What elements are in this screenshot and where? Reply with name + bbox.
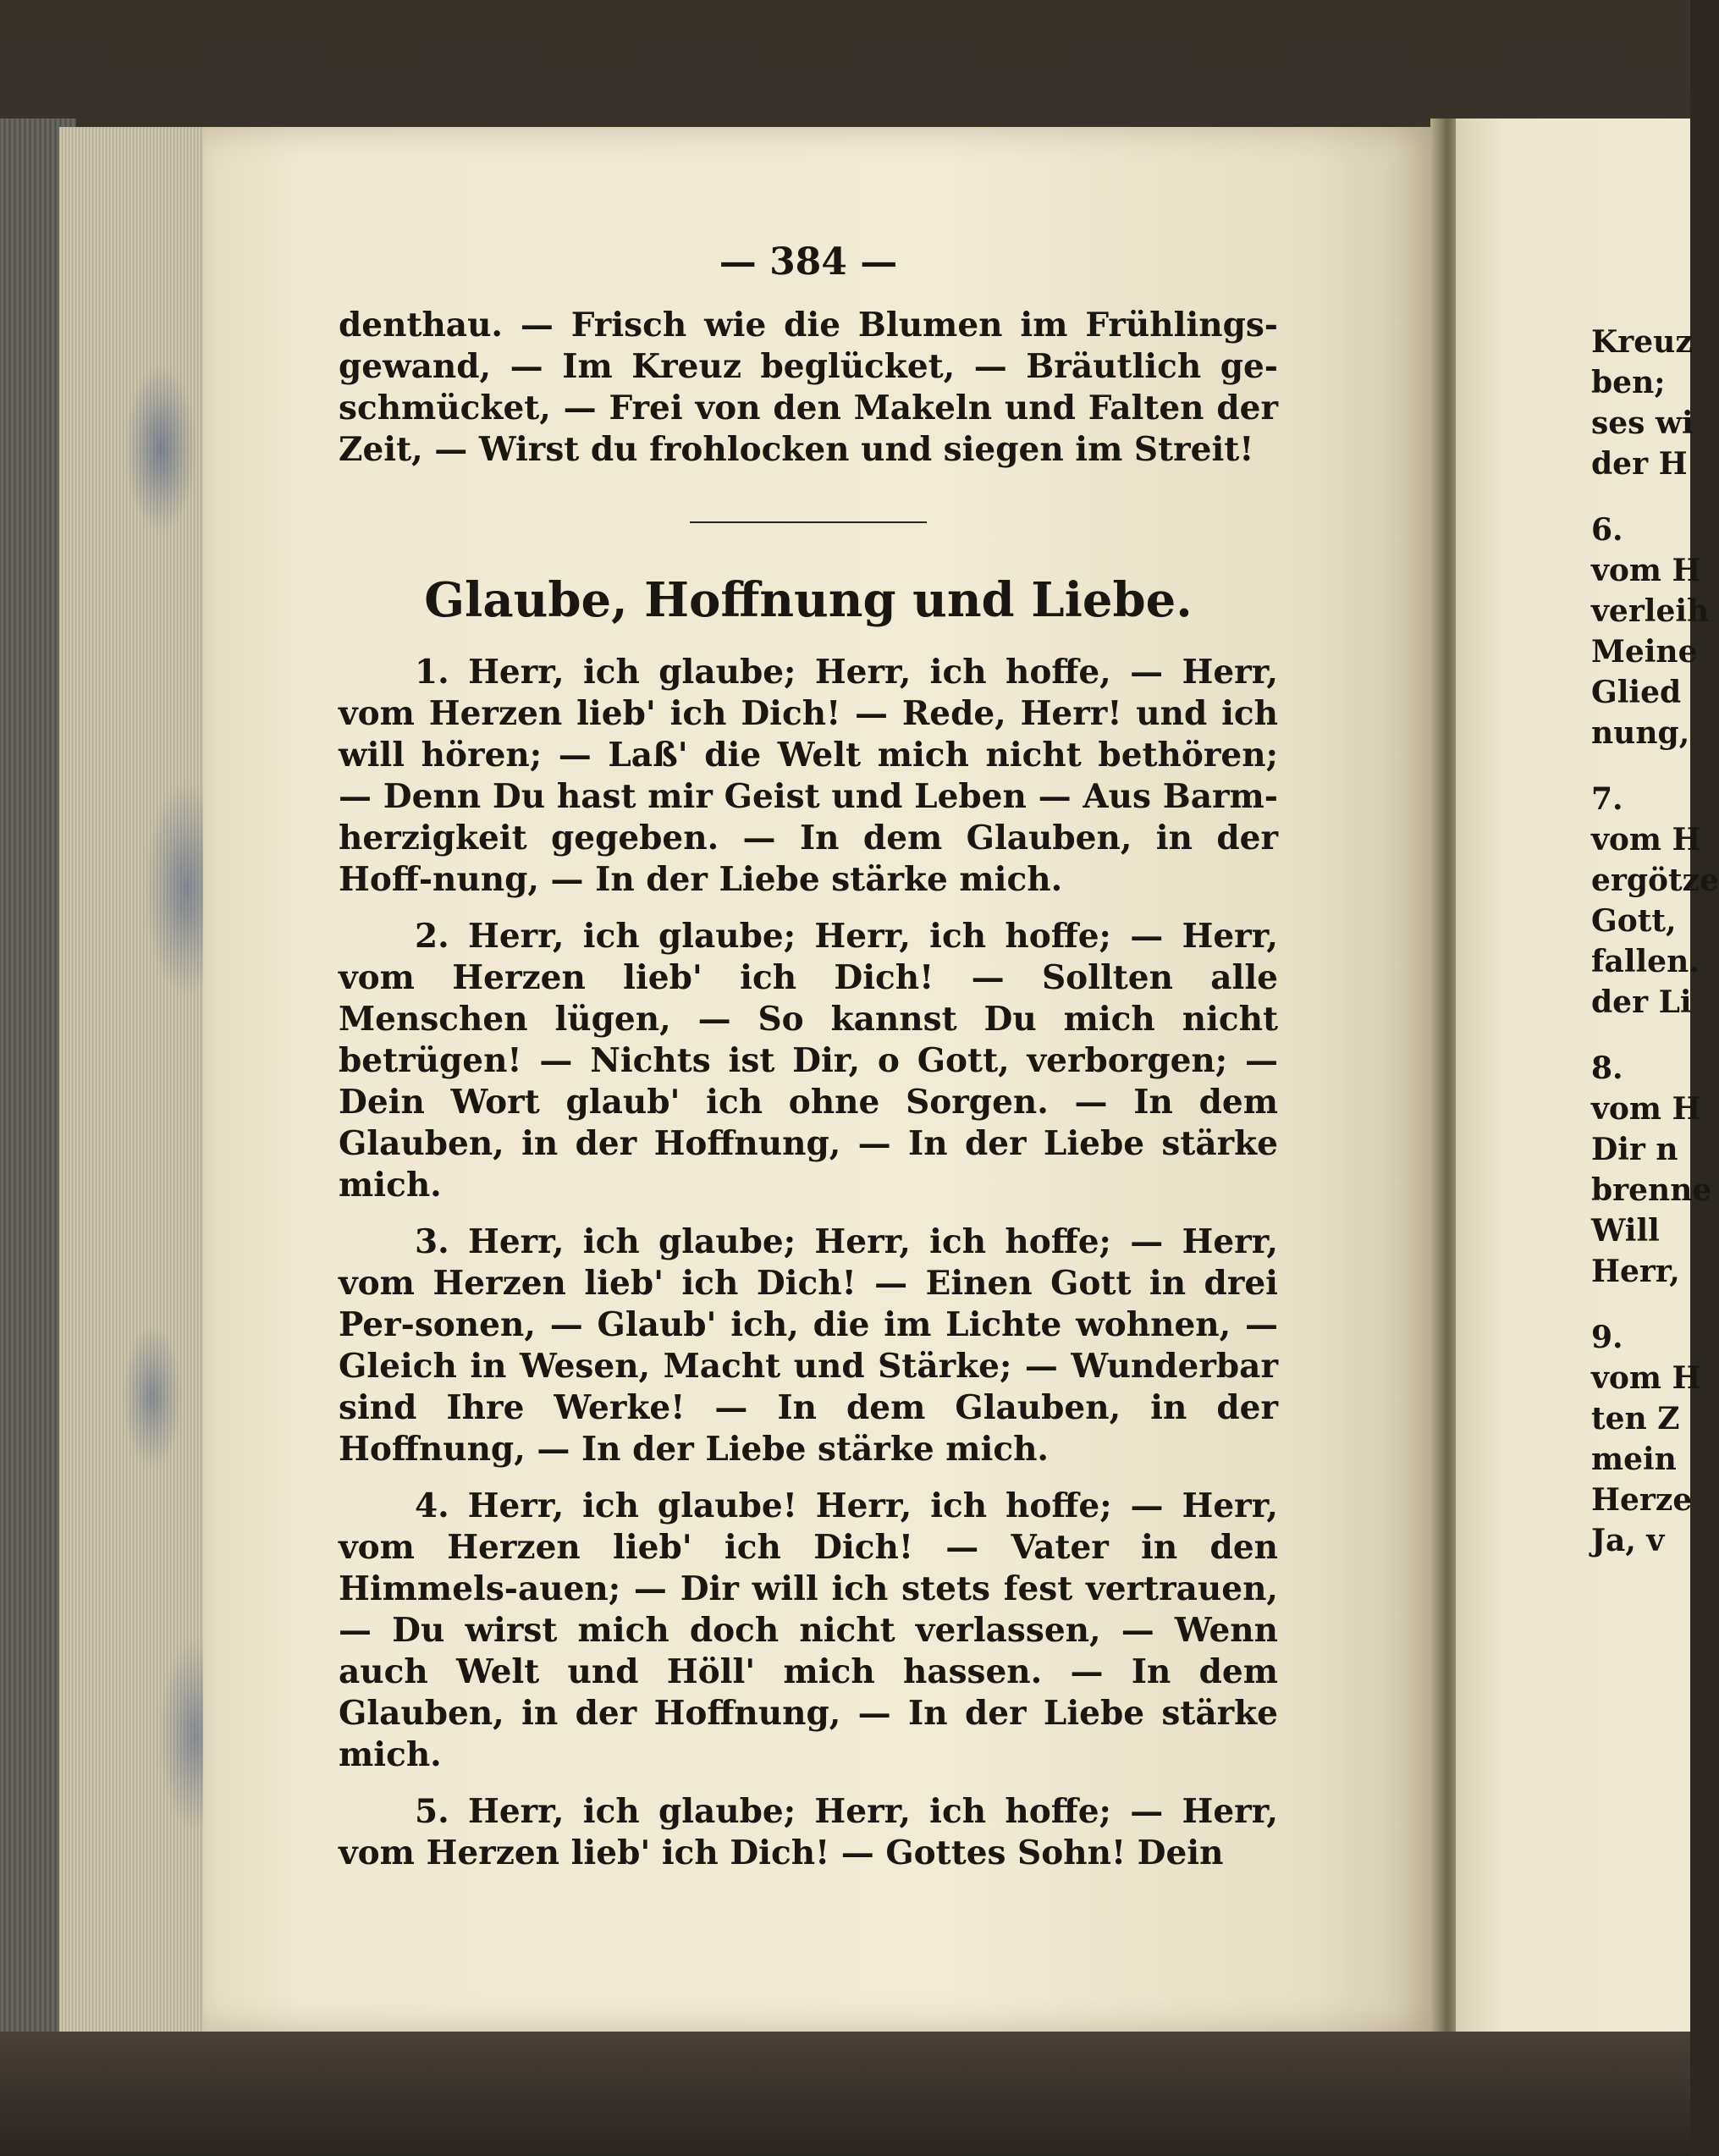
page-stack-edge — [59, 127, 220, 2032]
facing-page-line: der H — [1591, 446, 1688, 482]
facing-page-line: ten Z — [1591, 1401, 1680, 1436]
verse-1: 1. Herr, ich glaube; Herr, ich hoffe, — Herr, vom Herzen lieb' ich Dich! — Rede, Herr! und ich will hören; — Laß' die Welt mich nicht bethören; — Denn Du hast mir Geist und Leben — Aus Barm-herzigkeit gegeben. — In dem Glauben, in der Hoff-nung, — In der Liebe stärke mich. — [339, 653, 1278, 899]
book-binding-bottom — [0, 2032, 1690, 2156]
facing-page-line: Meine — [1591, 634, 1698, 670]
facing-page-line: 7. — [1591, 781, 1623, 817]
facing-page-gap — [1591, 753, 1710, 779]
facing-page-line: vom H — [1591, 1091, 1701, 1127]
section-divider — [690, 521, 927, 523]
left-page-content — [339, 237, 1278, 1889]
facing-page-line: verleih — [1591, 593, 1710, 629]
facing-page-line: Glied — [1591, 675, 1682, 710]
verse-4: 4. Herr, ich glaube! Herr, ich hoffe; — Herr, vom Herzen lieb' ich Dich! — Vater in den Himmels-auen; — Dir will ich stets fest vertrauen, — Du wirst mich doch nicht verlassen, — Wenn auch Welt und Höll' mich hassen. — In dem Glauben, in der Hoffnung, — In der Liebe stärke mich. — [339, 1486, 1278, 1774]
facing-page-line: Herr, — [1591, 1254, 1680, 1289]
facing-page-line: Dir n — [1591, 1132, 1678, 1167]
intro-text: denthau. — Frisch wie die Blumen im Frühlings-gewand, — Im Kreuz beglücket, — Bräutlich ge-schmücket, — Frei von den Makeln und Falten der Zeit, — Wirst du frohlocken und siegen im Streit! — [339, 306, 1278, 469]
hymn-title: Glaube, Hoffnung und Liebe. — [424, 572, 1193, 628]
facing-page-line: 9. — [1591, 1320, 1623, 1355]
page-number: — 384 — — [719, 240, 898, 284]
facing-page-line: ses wi — [1591, 405, 1694, 441]
facing-page-gap — [1591, 484, 1710, 510]
facing-page-line: vom H — [1591, 1360, 1701, 1396]
verse-2: 2. Herr, ich glaube; Herr, ich hoffe; — Herr, vom Herzen lieb' ich Dich! — Sollten alle Menschen lügen, — So kannst Du mich nicht betrügen! — Nichts ist Dir, o Gott, verborgen; — Dein Wort glaub' ich ohne Sorgen. — In dem Glauben, in der Hoffnung, — In der Liebe stärke mich. — [339, 917, 1278, 1205]
verse-3: 3. Herr, ich glaube; Herr, ich hoffe; — Herr, vom Herzen lieb' ich Dich! — Einen Gott in drei Per-sonen, — Glaub' ich, die im Lichte wohnen, — Gleich in Wesen, Macht und Stärke; — Wunderbar sind Ihre Werke! — In dem Glauben, in der Hoffnung, — In der Liebe stärke mich. — [339, 1222, 1278, 1469]
facing-page-line: ergötze — [1591, 863, 1719, 898]
facing-page-line: brenne — [1591, 1172, 1712, 1208]
verse-5: 5. Herr, ich glaube; Herr, ich hoffe; — Herr, vom Herzen lieb' ich Dich! — Gottes Sohn! Dein — [339, 1792, 1278, 1872]
facing-page-line: vom H — [1591, 553, 1701, 588]
facing-page-line: Will — [1591, 1213, 1660, 1249]
facing-page-line: Kreuz — [1591, 324, 1693, 360]
facing-page-gap — [1591, 1292, 1710, 1317]
facing-page-line: nung, — [1591, 715, 1690, 751]
facing-page-line: 6. — [1591, 512, 1623, 548]
facing-page-line: Herze — [1591, 1482, 1693, 1518]
facing-page-gap — [1591, 1023, 1710, 1048]
facing-page-line: Gott, — [1591, 903, 1677, 939]
facing-page-line: ben; — [1591, 365, 1666, 400]
facing-page-line: vom H — [1591, 822, 1701, 857]
facing-page-line: mein — [1591, 1442, 1677, 1477]
facing-page-line: Ja, v — [1591, 1523, 1665, 1558]
facing-page-line: der Li — [1591, 984, 1692, 1020]
facing-page-fragments — [1591, 322, 1719, 1561]
facing-page-line: fallen. — [1591, 944, 1700, 979]
facing-page-line: 8. — [1591, 1050, 1623, 1086]
